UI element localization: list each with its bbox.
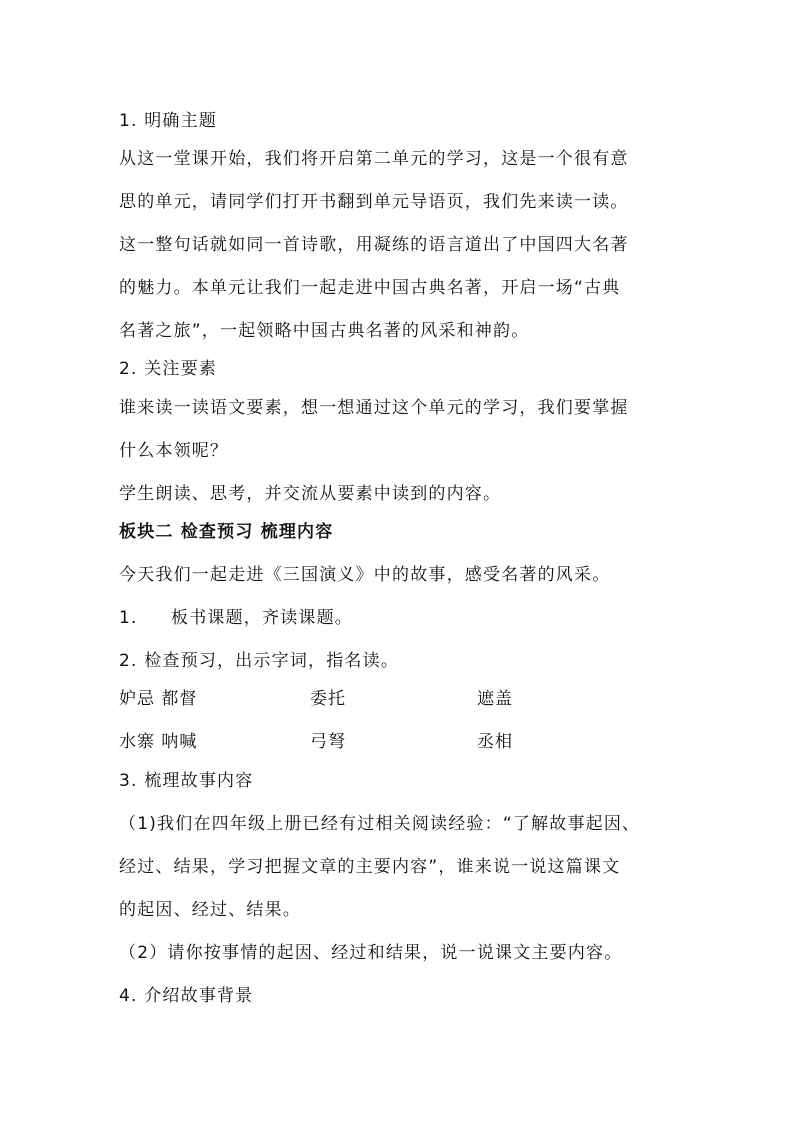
item-text: 板书课题，齐读课题。: [171, 608, 353, 628]
vocab-word: 妒忌 都督: [119, 689, 198, 709]
paragraph-line: 经过、结果，学习把握文章的主要内容”，谁来说一说这篇课文: [119, 857, 621, 877]
numbered-item: [119, 607, 353, 629]
heading-clarify-theme: 1. 明确主题: [119, 111, 218, 131]
paragraph-line: 什么本领呢？: [119, 441, 229, 461]
vocab-word: 水寨 呐喊: [119, 732, 198, 752]
vocab-word: 委托: [310, 689, 346, 709]
vocab-word: 丞相: [477, 732, 513, 752]
paragraph-line: 谁来读一读语文要素，想一想通过这个单元的学习，我们要掌握: [119, 398, 629, 418]
heading-focus-elements: 2. 关注要素: [119, 359, 218, 379]
paragraph-line: 名著之旅”，一起领略中国古典名著的风采和神韵。: [119, 321, 530, 341]
section-heading: 板块二 检查预习 梳理内容: [119, 522, 334, 542]
paragraph-line: 今天我们一起走进《三国演义》中的故事，感受名著的风采。: [119, 565, 611, 585]
paragraph-line: （1)我们在四年级上册已经有过相关阅读经验：“了解故事起因、: [119, 814, 641, 834]
paragraph-line: （2）请你按事情的起因、经过和结果，说一说课文主要内容。: [119, 943, 623, 963]
paragraph-line: 的起因、经过、结果。: [119, 900, 301, 920]
paragraph-line: 的魅力。本单元让我们一起走进中国古典名著，开启一场“古典: [119, 278, 621, 298]
vocab-word: 弓弩: [310, 732, 346, 752]
paragraph-line: 这一整句话就如同一首诗歌，用凝练的语言道出了中国四大名著: [119, 235, 629, 255]
item-number: 1.: [119, 608, 138, 628]
heading-sort-story: 3. 梳理故事内容: [119, 771, 254, 791]
paragraph-line: 思的单元，请同学们打开书翻到单元导语页，我们先来读一读。: [119, 192, 629, 212]
paragraph-line: 学生朗读、思考，并交流从要素中读到的内容。: [119, 484, 502, 504]
heading-check-preview: 2. 检查预习，出示字词，指名读。: [119, 651, 400, 671]
heading-story-background: 4. 介绍故事背景: [119, 986, 254, 1006]
paragraph-line: 从这一堂课开始，我们将开启第二单元的学习，这是一个很有意: [119, 149, 629, 169]
vocab-word: 遮盖: [477, 689, 513, 709]
